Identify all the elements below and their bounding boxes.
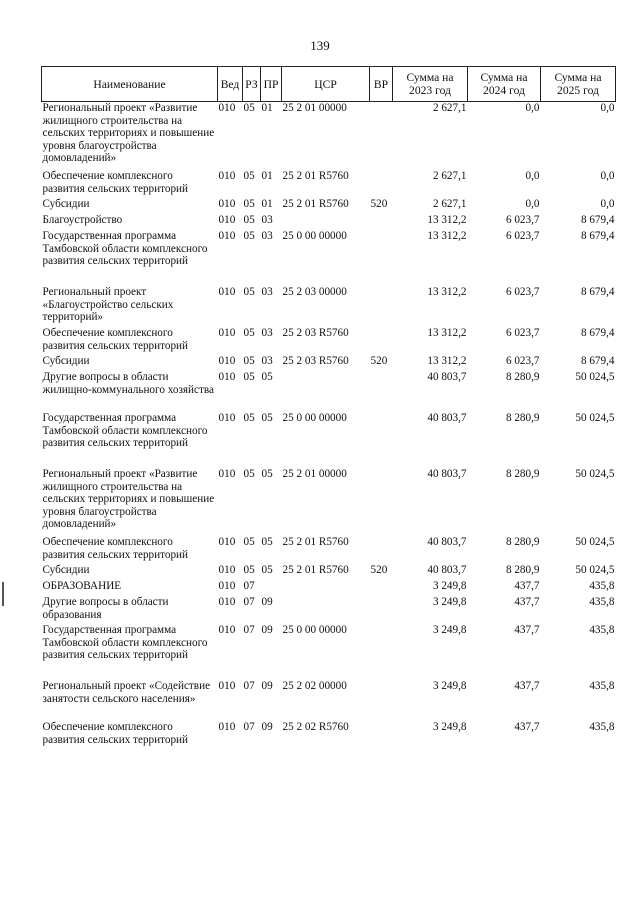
row-pr: 01 <box>261 102 273 114</box>
row-name: Субсидии <box>42 564 90 576</box>
row-pr: 05 <box>261 412 273 424</box>
row-vr <box>370 230 393 286</box>
row-rz: 07 <box>243 721 255 733</box>
row-pr: 09 <box>261 596 273 608</box>
header-vr: ВР <box>370 67 393 102</box>
row-sum-2024: 437,7 <box>514 596 540 608</box>
table-row <box>42 355 616 371</box>
row-vr <box>370 412 393 468</box>
table-row <box>42 198 616 214</box>
row-vr <box>370 580 393 596</box>
row-rz: 05 <box>243 170 255 182</box>
row-vr <box>370 286 393 327</box>
table-row <box>42 170 616 198</box>
row-sum-2025: 435,8 <box>589 624 615 636</box>
header-sum-2023: Сумма на 2023 год <box>393 67 468 102</box>
row-csr: 25 0 00 00000 <box>282 230 347 242</box>
row-sum-2024: 437,7 <box>514 721 540 733</box>
row-name: Другие вопросы в области образования <box>42 596 169 621</box>
row-sum-2025: 435,8 <box>589 680 615 692</box>
row-sum-2023: 13 312,2 <box>427 355 467 367</box>
row-vr <box>370 721 393 749</box>
header-csr: ЦСР <box>282 67 370 102</box>
table-row <box>42 721 616 749</box>
row-csr: 25 2 01 R5760 <box>282 170 349 182</box>
row-ved: 010 <box>218 468 236 480</box>
row-ved: 010 <box>218 680 236 692</box>
row-sum-2024: 6 023,7 <box>505 230 540 242</box>
table-row <box>42 327 616 355</box>
row-name: Обеспечение комплексного развития сельских территорий <box>42 536 189 561</box>
row-rz: 05 <box>243 468 255 480</box>
row-sum-2024: 8 280,9 <box>505 536 540 548</box>
row-csr: 25 0 00 00000 <box>282 412 347 424</box>
row-sum-2024: 6 023,7 <box>505 355 540 367</box>
row-sum-2025: 435,8 <box>589 596 615 608</box>
table-row <box>42 536 616 564</box>
row-vr: 520 <box>370 564 388 576</box>
row-name: Субсидии <box>42 355 90 367</box>
row-sum-2025: 8 679,4 <box>580 230 615 242</box>
row-sum-2023: 2 627,1 <box>432 198 467 210</box>
row-name: Региональный проект «Благоустройство сельских территорий» <box>42 286 174 324</box>
row-sum-2023: 13 312,2 <box>427 230 467 242</box>
row-sum-2025: 435,8 <box>589 721 615 733</box>
row-vr <box>370 596 393 624</box>
row-sum-2024: 8 280,9 <box>505 468 540 480</box>
row-rz: 05 <box>243 230 255 242</box>
row-sum-2025: 8 679,4 <box>580 214 615 226</box>
row-sum-2025: 0,0 <box>600 102 615 114</box>
row-sum-2024: 437,7 <box>514 580 540 592</box>
row-vr: 520 <box>370 355 388 367</box>
header-rz: РЗ <box>243 67 261 102</box>
row-name: Государственная программа Тамбовской области комплексного развития сельских территорий <box>42 412 208 450</box>
row-ved: 010 <box>218 198 236 210</box>
table-row <box>42 371 616 412</box>
table-header-row <box>42 67 616 102</box>
row-rz: 05 <box>243 371 255 383</box>
row-rz: 05 <box>243 412 255 424</box>
scan-edge-mark <box>2 582 4 606</box>
header-sum-2024: Сумма на 2024 год <box>468 67 541 102</box>
row-rz: 07 <box>243 680 255 692</box>
row-name: Субсидии <box>42 198 90 210</box>
row-name: Обеспечение комплексного развития сельских территорий <box>42 721 189 746</box>
row-sum-2024: 0,0 <box>525 102 540 114</box>
row-sum-2023: 3 249,8 <box>432 680 467 692</box>
row-ved: 010 <box>218 721 236 733</box>
header-ved: Вед <box>218 67 243 102</box>
table-row <box>42 230 616 286</box>
row-ved: 010 <box>218 536 236 548</box>
row-pr: 03 <box>261 327 273 339</box>
table-row <box>42 624 616 680</box>
row-ved: 010 <box>218 230 236 242</box>
row-vr <box>370 371 393 412</box>
row-vr <box>370 468 393 536</box>
row-csr: 25 2 03 R5760 <box>282 355 349 367</box>
row-csr: 25 2 01 R5760 <box>282 198 349 210</box>
row-sum-2023: 13 312,2 <box>427 286 467 298</box>
row-sum-2025: 435,8 <box>589 580 615 592</box>
row-sum-2023: 3 249,8 <box>432 721 467 733</box>
row-sum-2025: 50 024,5 <box>575 412 615 424</box>
row-ved: 010 <box>218 327 236 339</box>
row-sum-2023: 40 803,7 <box>427 468 467 480</box>
row-sum-2023: 40 803,7 <box>427 371 467 383</box>
row-pr: 01 <box>261 170 273 182</box>
row-sum-2024: 8 280,9 <box>505 371 540 383</box>
table-row <box>42 580 616 596</box>
row-csr: 25 2 03 R5760 <box>282 327 349 339</box>
row-pr: 05 <box>261 468 273 480</box>
row-sum-2024: 0,0 <box>525 198 540 210</box>
row-rz: 05 <box>243 102 255 114</box>
row-sum-2025: 8 679,4 <box>580 286 615 298</box>
row-sum-2024: 6 023,7 <box>505 286 540 298</box>
row-name: Благоустройство <box>42 214 123 226</box>
row-csr: 25 2 01 00000 <box>282 468 347 480</box>
table-row <box>42 468 616 536</box>
header-name: Наименование <box>42 67 218 102</box>
row-rz: 05 <box>243 198 255 210</box>
row-pr: 05 <box>261 564 273 576</box>
row-pr: 01 <box>261 198 273 210</box>
row-rz: 05 <box>243 564 255 576</box>
row-sum-2023: 3 249,8 <box>432 624 467 636</box>
row-name: ОБРАЗОВАНИЕ <box>42 580 122 592</box>
row-csr: 25 2 01 R5760 <box>282 564 349 576</box>
row-name: Государственная программа Тамбовской области комплексного развития сельских территорий <box>42 624 208 662</box>
row-ved: 010 <box>218 580 236 592</box>
row-sum-2025: 50 024,5 <box>575 468 615 480</box>
row-pr: 03 <box>261 355 273 367</box>
row-name: Обеспечение комплексного развития сельских территорий <box>42 327 189 352</box>
row-pr: 05 <box>261 536 273 548</box>
table-row <box>42 680 616 721</box>
row-csr: 25 0 00 00000 <box>282 624 347 636</box>
row-sum-2024: 8 280,9 <box>505 564 540 576</box>
row-rz: 05 <box>243 214 255 226</box>
row-ved: 010 <box>218 564 236 576</box>
row-vr <box>370 536 393 564</box>
row-pr: 09 <box>261 721 273 733</box>
row-name: Другие вопросы в области жилищно-коммунального хозяйства <box>42 371 214 396</box>
row-vr: 520 <box>370 198 388 210</box>
row-csr <box>282 214 370 230</box>
row-name: Региональный проект «Содействие занятости сельского населения» <box>42 680 211 705</box>
row-csr <box>282 596 370 624</box>
row-name: Региональный проект «Развитие жилищного строительства на сельских территориях и повышение уровня благоустройства домовладений» <box>42 102 215 165</box>
row-ved: 010 <box>218 355 236 367</box>
table-row <box>42 564 616 580</box>
row-name: Государственная программа Тамбовской области комплексного развития сельских территорий <box>42 230 208 268</box>
row-vr <box>370 102 393 171</box>
row-sum-2024: 8 280,9 <box>505 412 540 424</box>
row-pr: 03 <box>261 214 273 226</box>
row-rz: 05 <box>243 286 255 298</box>
header-pr: ПР <box>261 67 282 102</box>
row-vr <box>370 327 393 355</box>
row-csr: 25 2 01 R5760 <box>282 536 349 548</box>
row-sum-2023: 40 803,7 <box>427 412 467 424</box>
row-vr <box>370 214 393 230</box>
row-sum-2024: 6 023,7 <box>505 327 540 339</box>
row-ved: 010 <box>218 371 236 383</box>
row-ved: 010 <box>218 624 236 636</box>
row-sum-2025: 8 679,4 <box>580 327 615 339</box>
row-vr <box>370 624 393 680</box>
row-sum-2023: 13 312,2 <box>427 214 467 226</box>
row-ved: 010 <box>218 412 236 424</box>
table-row <box>42 102 616 171</box>
row-sum-2025: 0,0 <box>600 198 615 210</box>
row-pr: 03 <box>261 230 273 242</box>
budget-table <box>41 66 616 749</box>
row-sum-2024: 6 023,7 <box>505 214 540 226</box>
row-sum-2023: 3 249,8 <box>432 596 467 608</box>
row-ved: 010 <box>218 214 236 226</box>
row-csr: 25 2 02 00000 <box>282 680 347 692</box>
row-vr <box>370 680 393 721</box>
page-number: 139 <box>310 38 330 53</box>
row-csr <box>282 371 370 412</box>
row-csr: 25 2 01 00000 <box>282 102 347 114</box>
row-pr: 09 <box>261 680 273 692</box>
row-ved: 010 <box>218 102 236 114</box>
table-row <box>42 214 616 230</box>
row-rz: 05 <box>243 355 255 367</box>
row-sum-2025: 50 024,5 <box>575 371 615 383</box>
row-sum-2023: 40 803,7 <box>427 536 467 548</box>
table-row <box>42 412 616 468</box>
row-rz: 05 <box>243 536 255 548</box>
row-sum-2025: 50 024,5 <box>575 564 615 576</box>
row-rz: 07 <box>243 624 255 636</box>
row-pr: 09 <box>261 624 273 636</box>
row-rz: 05 <box>243 327 255 339</box>
row-ved: 010 <box>218 286 236 298</box>
table-row <box>42 286 616 327</box>
row-name: Обеспечение комплексного развития сельских территорий <box>42 170 189 195</box>
row-rz: 07 <box>243 580 255 592</box>
row-ved: 010 <box>218 170 236 182</box>
row-rz: 07 <box>243 596 255 608</box>
row-pr: 05 <box>261 371 273 383</box>
row-sum-2025: 50 024,5 <box>575 536 615 548</box>
row-vr <box>370 170 393 198</box>
row-pr <box>261 580 282 596</box>
row-sum-2023: 2 627,1 <box>432 102 467 114</box>
row-csr: 25 2 02 R5760 <box>282 721 349 733</box>
table-row <box>42 596 616 624</box>
row-ved: 010 <box>218 596 236 608</box>
row-sum-2025: 0,0 <box>600 170 615 182</box>
row-sum-2023: 3 249,8 <box>432 580 467 592</box>
row-sum-2024: 437,7 <box>514 680 540 692</box>
row-csr <box>282 580 370 596</box>
row-csr: 25 2 03 00000 <box>282 286 347 298</box>
row-sum-2024: 437,7 <box>514 624 540 636</box>
row-sum-2023: 2 627,1 <box>432 170 467 182</box>
row-sum-2024: 0,0 <box>525 170 540 182</box>
row-name: Региональный проект «Развитие жилищного строительства на сельских территориях и повышение уровня благоустройства домовладений» <box>42 468 215 531</box>
row-pr: 03 <box>261 286 273 298</box>
row-sum-2023: 13 312,2 <box>427 327 467 339</box>
header-sum-2025: Сумма на 2025 год <box>541 67 616 102</box>
row-sum-2025: 8 679,4 <box>580 355 615 367</box>
row-sum-2023: 40 803,7 <box>427 564 467 576</box>
